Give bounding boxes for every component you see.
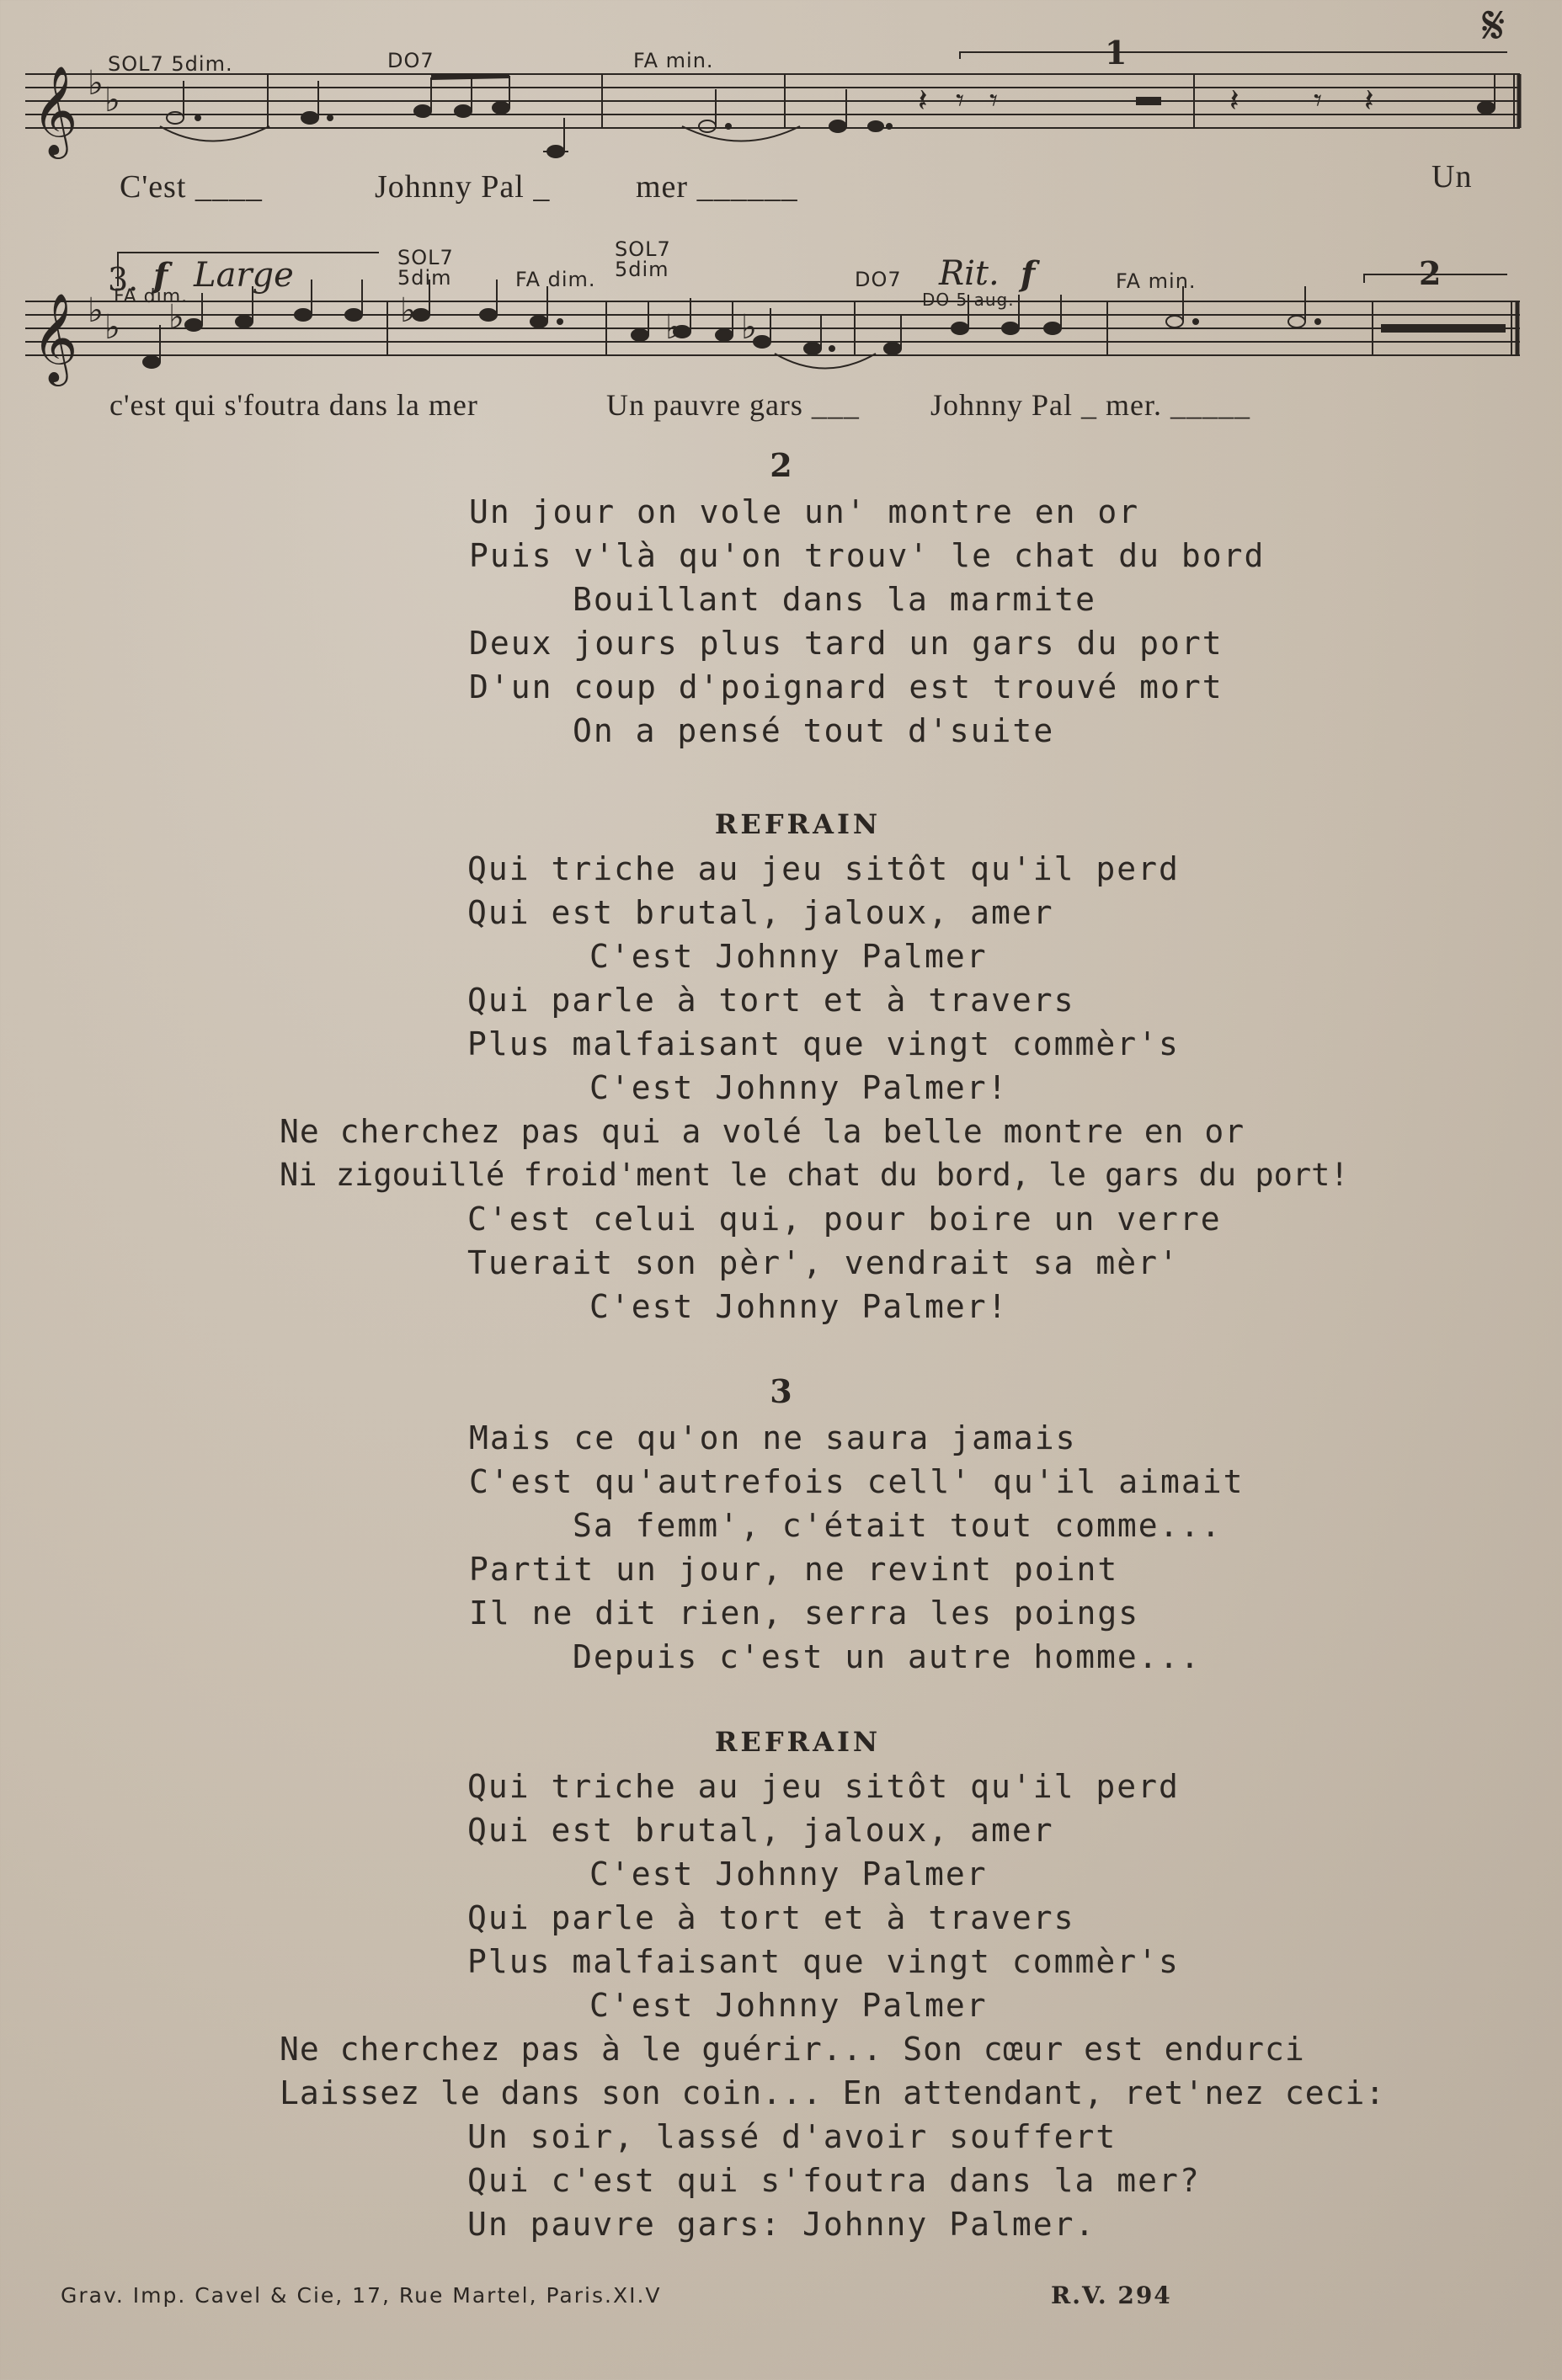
verse-number: 3 [770,1372,792,1410]
svg-text:♭: ♭ [400,291,416,330]
svg-text:♭: ♭ [665,308,681,347]
verse-line: Depuis c'est un autre homme... [573,1638,1202,1675]
verse-line: Sa femm', c'était tout comme... [573,1507,1223,1544]
refrain-line: C'est Johnny Palmer [589,1987,988,2024]
svg-text:𝄽: 𝄽 [1229,82,1239,119]
refrain-line: C'est celui qui, pour boire un verre [467,1201,1222,1238]
verse-line: C'est qu'autrefois cell' qu'il aimait [469,1463,1245,1500]
chord-label: DO7 [855,268,902,291]
lyric-syllable: C'est ____ [120,169,263,205]
refrain-line: Plus malfaisant que vingt commèr's [467,1025,1180,1062]
chord-label: DO7 [387,49,434,72]
refrain-line: Un soir, lassé d'avoir souffert [467,2118,1117,2155]
chord-label: FA dim. [114,286,189,307]
verse-line: D'un coup d'poignard est trouvé mort [469,668,1223,705]
staff-system-1 [17,0,1524,219]
segno-icon: 𝄋 [1482,0,1506,57]
refrain-line: C'est Johnny Palmer! [589,1288,1009,1325]
refrain-line: Qui c'est qui s'foutra dans la mer? [467,2162,1201,2199]
chord-label: SOL7 5dim [397,246,454,290]
dynamic-marking: f [1021,254,1036,294]
refrain-line: Qui parle à tort et à travers [467,982,1075,1019]
staff-1-notation [17,0,1524,168]
lyric-syllable: Un [1431,159,1473,194]
refrain-line: C'est Johnny Palmer [589,1856,988,1893]
refrain-line: Ne cherchez pas qui a volé la belle montre en or [280,1113,1245,1150]
treble-clef-icon: 𝄞 [32,292,78,382]
refrain-line: C'est Johnny Palmer [589,938,988,975]
verse-line: On a pensé tout d'suite [573,712,1055,749]
svg-text:𝄾: 𝄾 [956,82,965,119]
chord-label: DO 5 aug. [922,290,1015,310]
refrain-line: Un pauvre gars: Johnny Palmer. [467,2206,1096,2243]
chord-label: FA min. [1116,269,1197,293]
printer-credit: Grav. Imp. Cavel & Cie, 17, Rue Martel, Paris.XI.V [61,2283,662,2308]
refrain-line: Qui est brutal, jaloux, amer [467,1812,1054,1849]
volta-ending-number: 3. [108,261,139,298]
chord-label: SOL7 5dim [615,237,671,281]
verse-line: Puis v'là qu'on trouv' le chat du bord [469,537,1266,574]
chord-label: FA min. [633,49,714,72]
chord-label: FA dim. [515,268,596,291]
lyric-syllable: c'est qui s'foutra dans la mer [109,388,478,422]
refrain-line: Plus malfaisant que vingt commèr's [467,1943,1180,1980]
svg-text:𝄽: 𝄽 [1364,82,1374,119]
svg-text:♭: ♭ [104,308,120,347]
svg-text:♭: ♭ [104,81,120,120]
verse-line: Mais ce qu'on ne saura jamais [469,1419,1077,1456]
svg-text:𝄽: 𝄽 [918,82,928,119]
refrain-line: Ni zigouillé froid'ment le chat du bord, le gars du port! [280,1157,1349,1193]
refrain-heading: REFRAIN [714,808,882,840]
ritardando-marking: Rit. [939,254,1000,293]
lyric-syllable: mer ______ [636,169,798,205]
svg-text:𝄾: 𝄾 [989,82,999,119]
lyric-syllable: Un pauvre gars ___ [606,388,860,422]
refrain-line: Qui est brutal, jaloux, amer [467,894,1054,931]
dynamic-marking: f [153,256,168,296]
refrain-line: C'est Johnny Palmer! [589,1069,1009,1106]
chord-label: SOL7 5dim. [108,52,233,76]
refrain-line: Tuerait son pèr', vendrait sa mèr' [467,1244,1180,1281]
refrain-line: Ne cherchez pas à le guérir... Son cœur est endurci [280,2031,1305,2068]
verse-line: Il ne dit rien, serra les poings [469,1595,1140,1632]
verse-line: Un jour on vole un' montre en or [469,493,1140,530]
staff-system-2 [17,236,1524,438]
svg-text:♭: ♭ [88,64,104,103]
treble-clef-icon: 𝄞 [32,65,78,155]
tempo-marking: Large [194,256,294,295]
verse-number: 2 [770,446,792,484]
catalog-number: R.V. 294 [1051,2281,1172,2309]
refrain-heading: REFRAIN [714,1726,882,1758]
refrain-line: Qui triche au jeu sitôt qu'il perd [467,850,1180,887]
verse-line: Deux jours plus tard un gars du port [469,625,1223,662]
verse-line: Partit un jour, ne revint point [469,1551,1119,1588]
refrain-line: Qui triche au jeu sitôt qu'il perd [467,1768,1180,1805]
verse-line: Bouillant dans la marmite [573,581,1096,618]
svg-text:♭: ♭ [168,298,184,337]
lyric-syllable: Johnny Pal _ mer. _____ [930,388,1250,422]
svg-text:♭: ♭ [741,308,757,347]
refrain-line: Qui parle à tort et à travers [467,1899,1075,1936]
refrain-line: Laissez le dans son coin... En attendant, ret'nez ceci: [280,2074,1386,2111]
volta-ending-number: 2 [1419,254,1442,292]
svg-text:♭: ♭ [88,291,104,330]
volta-ending-number: 1 [1105,34,1128,72]
lyric-syllable: Johnny Pal _ [375,169,551,205]
svg-text:𝄾: 𝄾 [1314,82,1323,119]
